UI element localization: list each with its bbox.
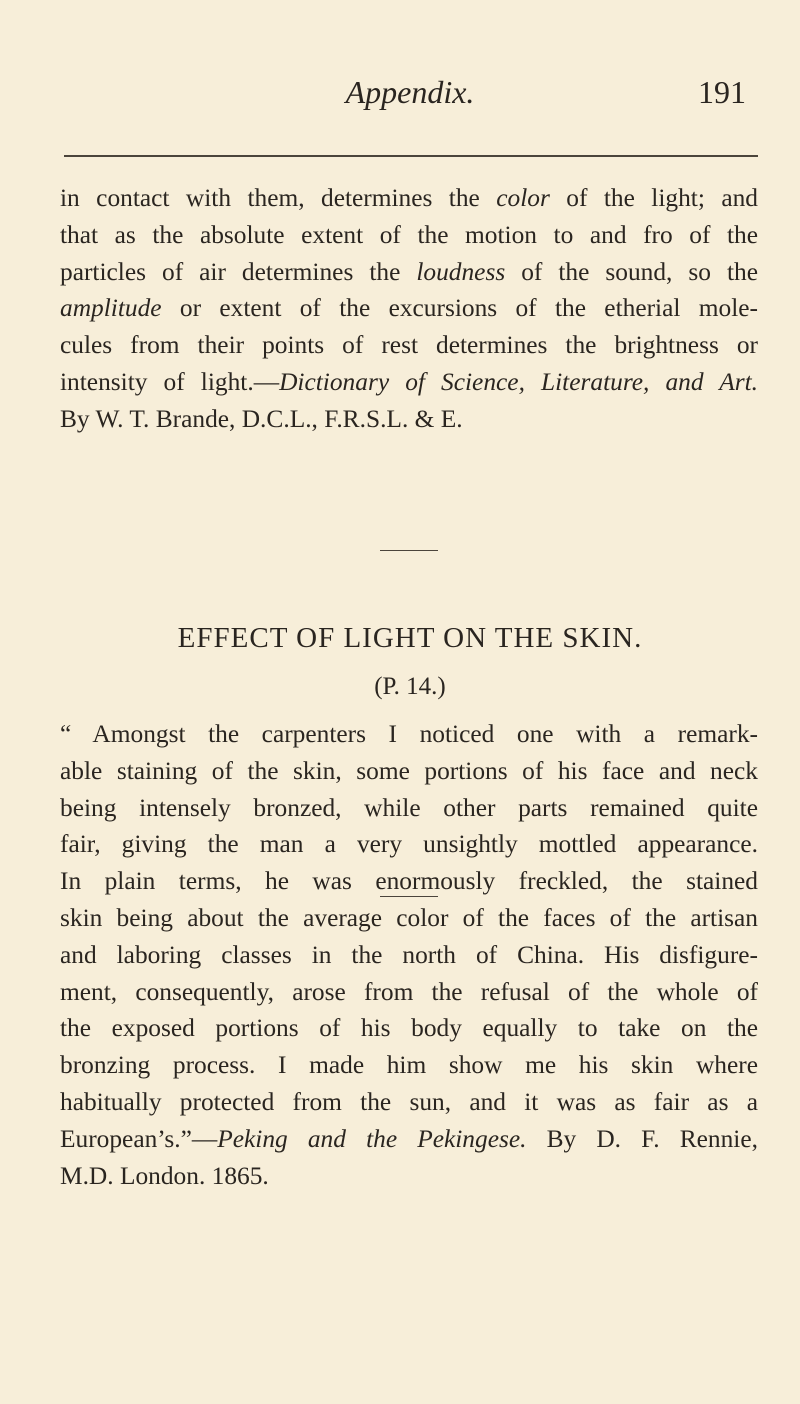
text-line: ment, consequently, arose from the refusal of the whole of — [60, 977, 758, 1006]
text-line: In plain terms, he was enormously freckled, the stained — [60, 867, 758, 896]
text-line: “ Amongst the carpenters I noticed one with a remark- — [60, 720, 758, 748]
text-line: intensity of light.—Dictionary of Science, Literature, and Art. — [60, 367, 758, 396]
text-line: in contact with them, determines the color of the light; and — [60, 184, 758, 212]
section-heading: EFFECT OF LIGHT ON THE SKIN. — [177, 622, 643, 654]
text-line: European’s.”—Peking and the Pekingese. By D. F. Rennie, — [60, 1124, 758, 1153]
running-head — [60, 74, 760, 118]
running-head-title: Appendix. — [345, 74, 475, 110]
page-number: 191 — [698, 74, 746, 110]
text-line: habitually protected from the sun, and it was as fair as a — [60, 1087, 758, 1116]
book-page — [60, 0, 760, 1404]
text-line: particles of air determines the loudness of the sound, so the — [60, 257, 758, 286]
text-line: M.D. London. 1865. — [60, 1161, 269, 1190]
text-line: and laboring classes in the north of China. His disfigure- — [60, 940, 758, 969]
text-line: that as the absolute extent of the motion to and fro of the — [60, 220, 758, 249]
text-line: skin being about the average color of the faces of the artisan — [60, 903, 758, 932]
definition-paragraph — [60, 180, 758, 438]
quotation-paragraph — [60, 716, 758, 1194]
text-line: able staining of the skin, some portions of his face and neck — [60, 756, 758, 785]
text-line: the exposed portions of his body equally to take on the — [60, 1014, 758, 1043]
text-line: By W. T. Brande, D.C.L., F.R.S.L. & E. — [60, 404, 463, 433]
section-divider — [380, 550, 438, 551]
header-rule — [64, 155, 758, 157]
text-line: being intensely bronzed, while other parts remained quite — [60, 793, 758, 822]
text-line: amplitude or extent of the excursions of the etherial mole- — [60, 294, 758, 323]
text-line: cules from their points of rest determines the brightness or — [60, 331, 758, 360]
end-divider — [380, 896, 438, 897]
text-line: bronzing process. I made him show me his skin where — [60, 1051, 758, 1080]
section-subheading: (P. 14.) — [374, 673, 446, 700]
text-line: fair, giving the man a very unsightly mottled appearance. — [60, 830, 758, 859]
